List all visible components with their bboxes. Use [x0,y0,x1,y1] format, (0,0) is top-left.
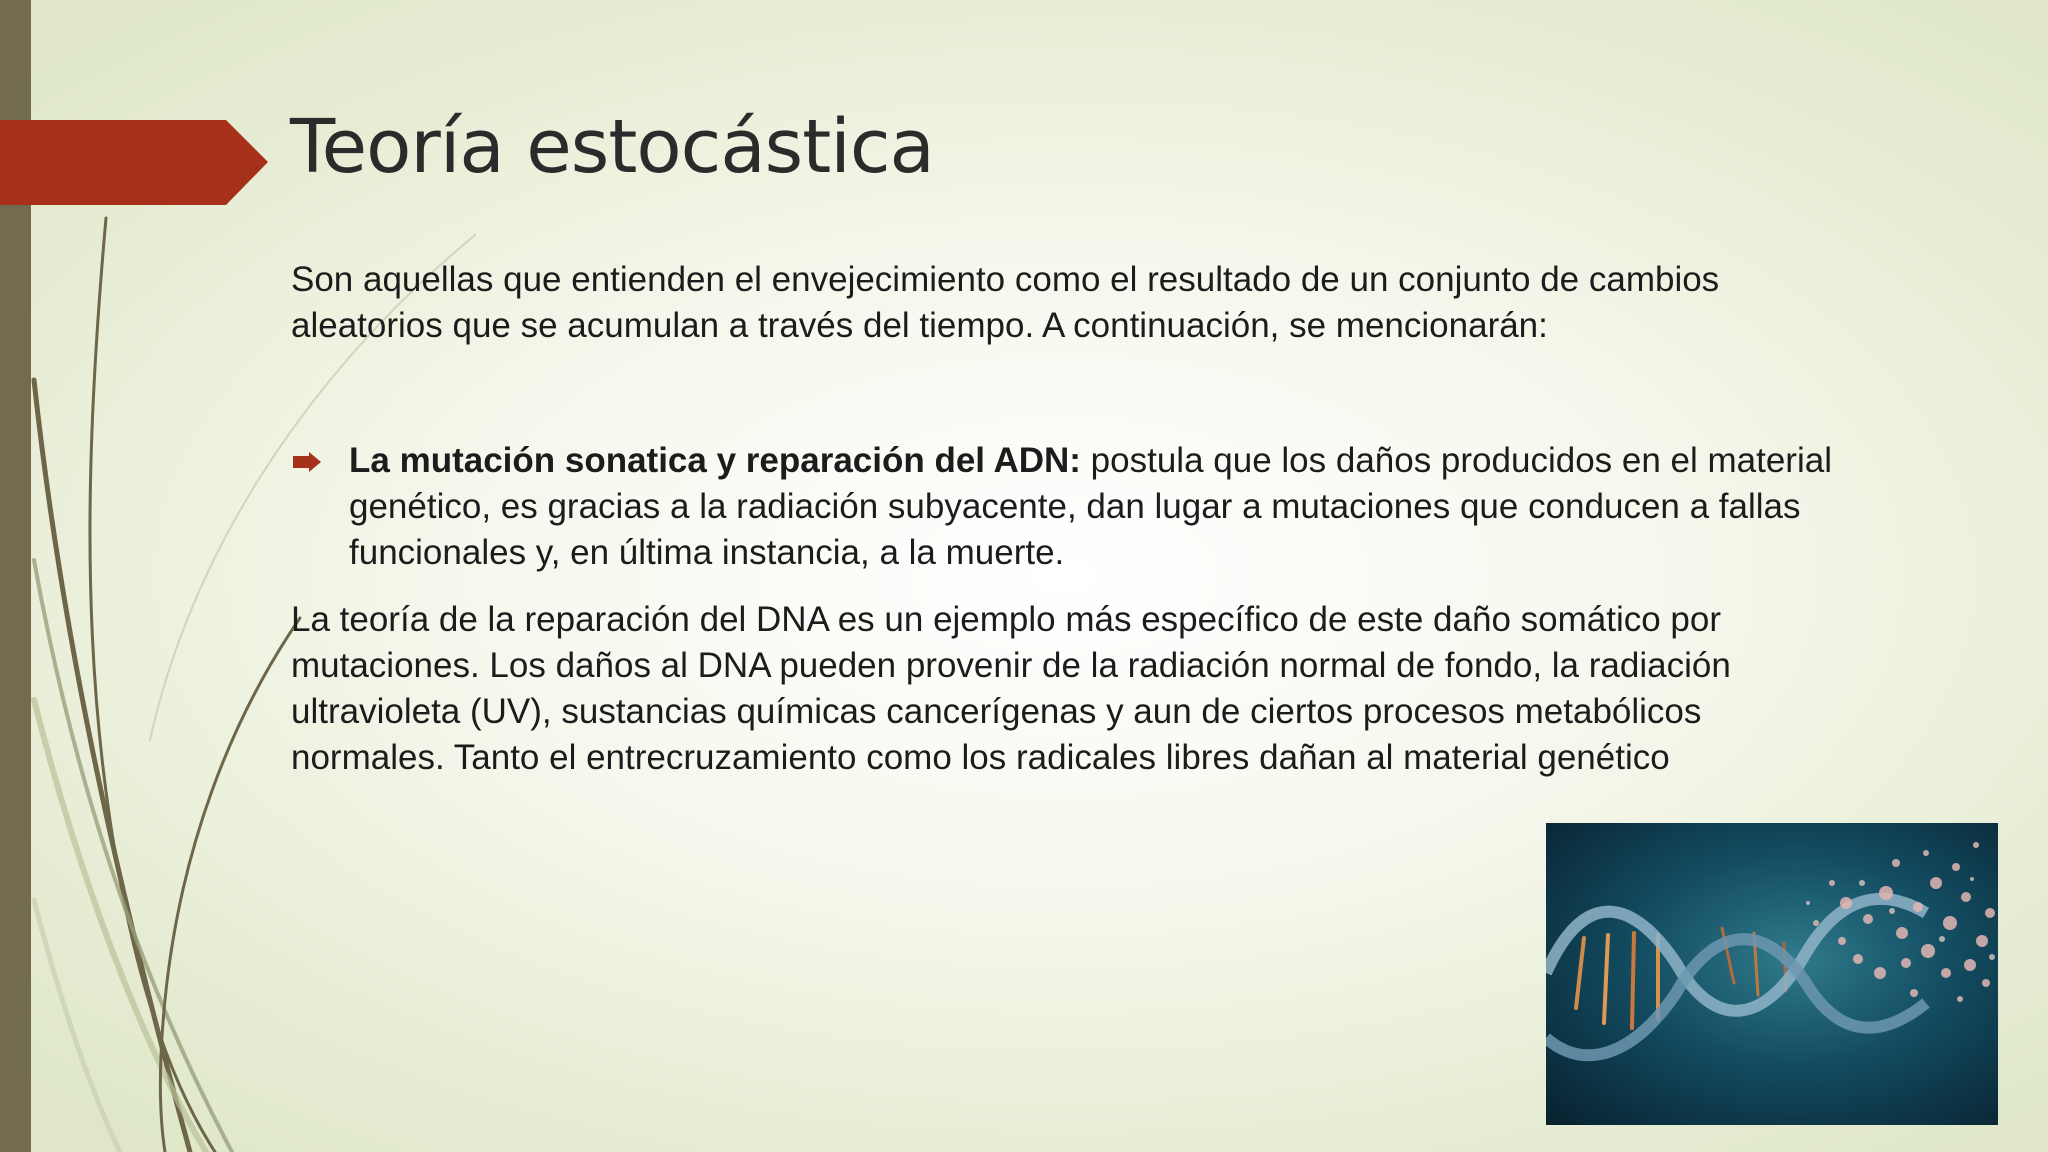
arrow-bullet-icon [293,452,321,472]
body-paragraph: La teoría de la reparación del DNA es un ejemplo más específico de este daño somático por mutaciones. Los daños al DNA pueden provenir de la radiación normal de fondo, la radiación ultravioleta (UV), sustancias químicas cancerígenas y aun de ciertos procesos metabólicos normales. Tanto el entrecruzamiento como los radicales libres dañan al material genético [291,600,1731,777]
bullet-text [349,438,1851,576]
intro-paragraph: Son aquellas que entienden el envejecimiento como el resultado de un conjunto de cambios aleatorios que se acumulan a través del tiempo. A continuación, se mencionarán: [291,260,1720,345]
bullet-item [291,438,1851,576]
dna-helix-image [1546,823,1998,1125]
slide-title: Teoría estocástica [290,104,934,190]
title-arrow-banner [0,0,270,210]
bullet-heading: La mutación sonatica y reparación del ADN: [349,441,1081,480]
bullet-body: postula que los daños producidos en el material genético, es gracias a la radiación subyacente, dan lugar a mutaciones que conducen a fallas funcionales y, en última instancia, a la muerte. [349,441,1832,572]
